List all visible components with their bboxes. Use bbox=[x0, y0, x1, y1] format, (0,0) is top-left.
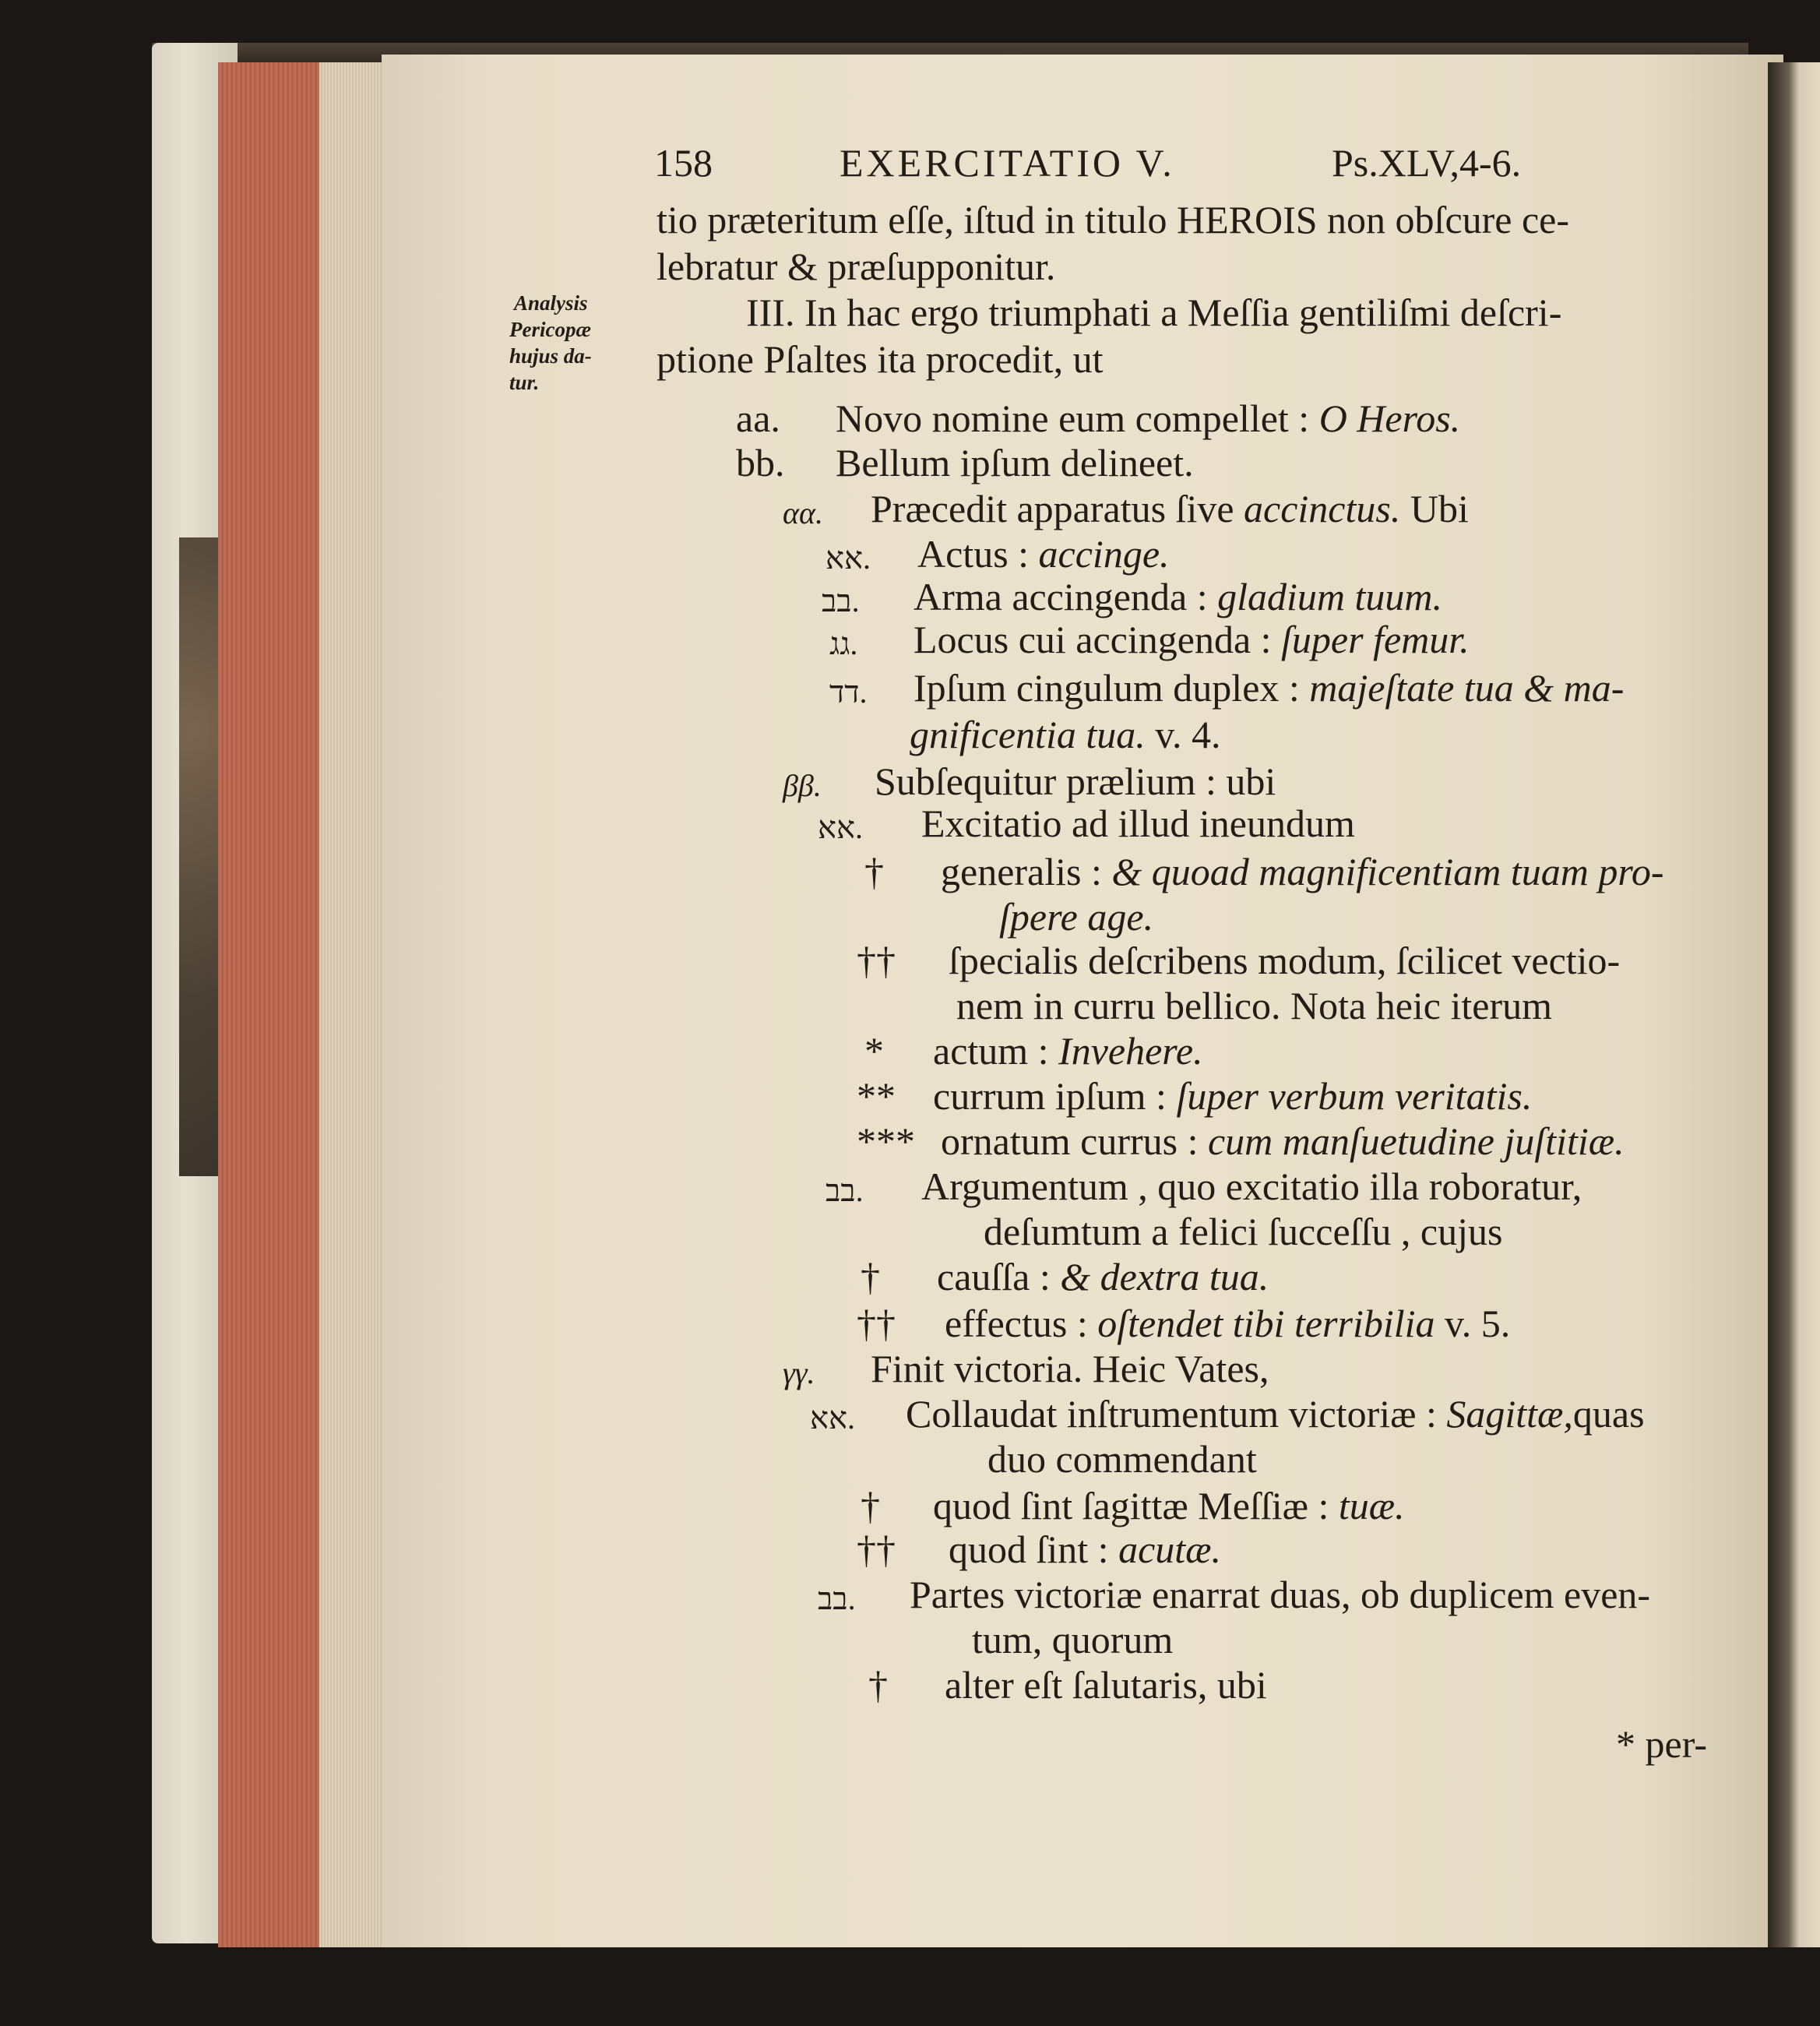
outline-text: Arma accingenda : gladium tuum. bbox=[914, 575, 1442, 618]
outline-mark: αα. bbox=[783, 495, 823, 530]
body-line: III. In hac ergo triumphati a Meſſia gentiliſmi deſcri- bbox=[746, 291, 1562, 334]
outline-mark: *** bbox=[857, 1119, 915, 1163]
outline-text: currum ipſum : ſuper verbum veritatis. bbox=[933, 1074, 1533, 1118]
outline-mark: * bbox=[864, 1029, 884, 1073]
outline-text: Locus cui accingenda : ſuper femur. bbox=[914, 618, 1470, 661]
outline-text: generalis : & quoad magnificentiam tuam pro- bbox=[941, 850, 1664, 893]
body-line: tio præteritum eſſe, iſtud in titulo HEROIS non obſcure ce- bbox=[657, 198, 1570, 241]
outline-mark: † bbox=[861, 1484, 880, 1527]
outline-text: ornatum currus : cum manſuetudine juſtitiæ. bbox=[941, 1119, 1625, 1163]
outline-text: alter eſt ſalutaris, ubi bbox=[945, 1663, 1267, 1707]
outline-mark: †† bbox=[857, 1527, 896, 1571]
outline-text: Partes victoriæ enarrat duas, ob duplicem even- bbox=[910, 1573, 1651, 1616]
outline-mark: † bbox=[861, 1255, 880, 1298]
outline-text: effectus : oſtendet tibi terribilia v. 5. bbox=[945, 1302, 1511, 1345]
outline-mark: אא. bbox=[810, 1401, 856, 1436]
outline-text: quod ſint : acutæ. bbox=[949, 1527, 1222, 1571]
outline-text: ſpecialis deſcribens modum, ſcilicet vectio- bbox=[949, 939, 1621, 982]
margin-note-line: Analysis bbox=[514, 291, 588, 315]
gutter-shadow bbox=[1768, 62, 1820, 1947]
outline-mark: גג. bbox=[829, 626, 858, 661]
outline-mark: בב. bbox=[826, 1173, 864, 1208]
outline-mark: אא. bbox=[818, 810, 864, 845]
outline-text: gnificentia tua. v. 4. bbox=[910, 713, 1221, 756]
body-line: lebratur & præſupponitur. bbox=[657, 245, 1056, 288]
outline-text: tum, quorum bbox=[972, 1618, 1174, 1661]
psalm-reference: Ps.XLV,4-6. bbox=[1332, 141, 1522, 185]
margin-note-line: tur. bbox=[509, 371, 540, 394]
body-line: ptione Pſaltes ita procedit, ut bbox=[657, 337, 1104, 381]
outline-text: Argumentum , quo excitatio illa roboratur, bbox=[921, 1165, 1582, 1208]
outline-mark: ββ. bbox=[783, 768, 822, 803]
margin-note-line: hujus da- bbox=[509, 344, 592, 368]
outline-text: nem in curru bellico. Nota heic iterum bbox=[956, 984, 1553, 1027]
outline-mark: † bbox=[864, 850, 884, 893]
outline-text: actum : Invehere. bbox=[933, 1029, 1203, 1073]
outline-text: Collaudat inſtrumentum victoriæ : Sagittæ,quas bbox=[906, 1392, 1645, 1436]
outline-mark: אא. bbox=[826, 541, 871, 576]
outline-mark: †† bbox=[857, 939, 896, 982]
outline-mark: ** bbox=[857, 1074, 896, 1118]
outline-text: Novo nomine eum compellet : O Heros. bbox=[836, 396, 1461, 440]
margin-note-line: Pericopæ bbox=[509, 318, 591, 341]
outline-text: quod ſint ſagittæ Meſſiæ : tuæ. bbox=[933, 1484, 1405, 1527]
outline-text: Bellum ipſum delineet. bbox=[836, 441, 1194, 484]
outline-text: Subſequitur prælium : ubi bbox=[875, 759, 1276, 803]
outline-text: ſpere age. bbox=[999, 895, 1154, 939]
outline-text: cauſſa : & dextra tua. bbox=[937, 1255, 1269, 1298]
outline-mark: γγ. bbox=[783, 1355, 815, 1390]
outline-text: Ipſum cingulum duplex : majeſtate tua & ma- bbox=[914, 666, 1625, 710]
outline-text: Præcedit apparatus ſive accinctus. Ubi bbox=[871, 487, 1469, 530]
outline-text: deſumtum a felici ſucceſſu , cujus bbox=[984, 1210, 1503, 1253]
outline-mark: † bbox=[868, 1663, 888, 1707]
outline-mark: †† bbox=[857, 1302, 896, 1345]
outline-mark: aa. bbox=[736, 396, 780, 440]
running-title: EXERCITATIO V. bbox=[840, 141, 1175, 185]
outline-mark: בב. bbox=[818, 1581, 856, 1616]
page-number: 158 bbox=[654, 141, 713, 185]
outline-text: Excitatio ad illud ineundum bbox=[921, 802, 1355, 845]
page-edges-stack bbox=[319, 62, 382, 1947]
outline-mark: דד. bbox=[829, 675, 868, 710]
catchword: * per- bbox=[1616, 1722, 1707, 1766]
outline-text: Finit victoria. Heic Vates, bbox=[871, 1347, 1269, 1390]
outline-mark: bb. bbox=[736, 441, 785, 484]
outline-text: Actus : accinge. bbox=[917, 532, 1170, 576]
outline-text: duo commendant bbox=[987, 1437, 1257, 1481]
outline-mark: בב. bbox=[822, 583, 860, 618]
